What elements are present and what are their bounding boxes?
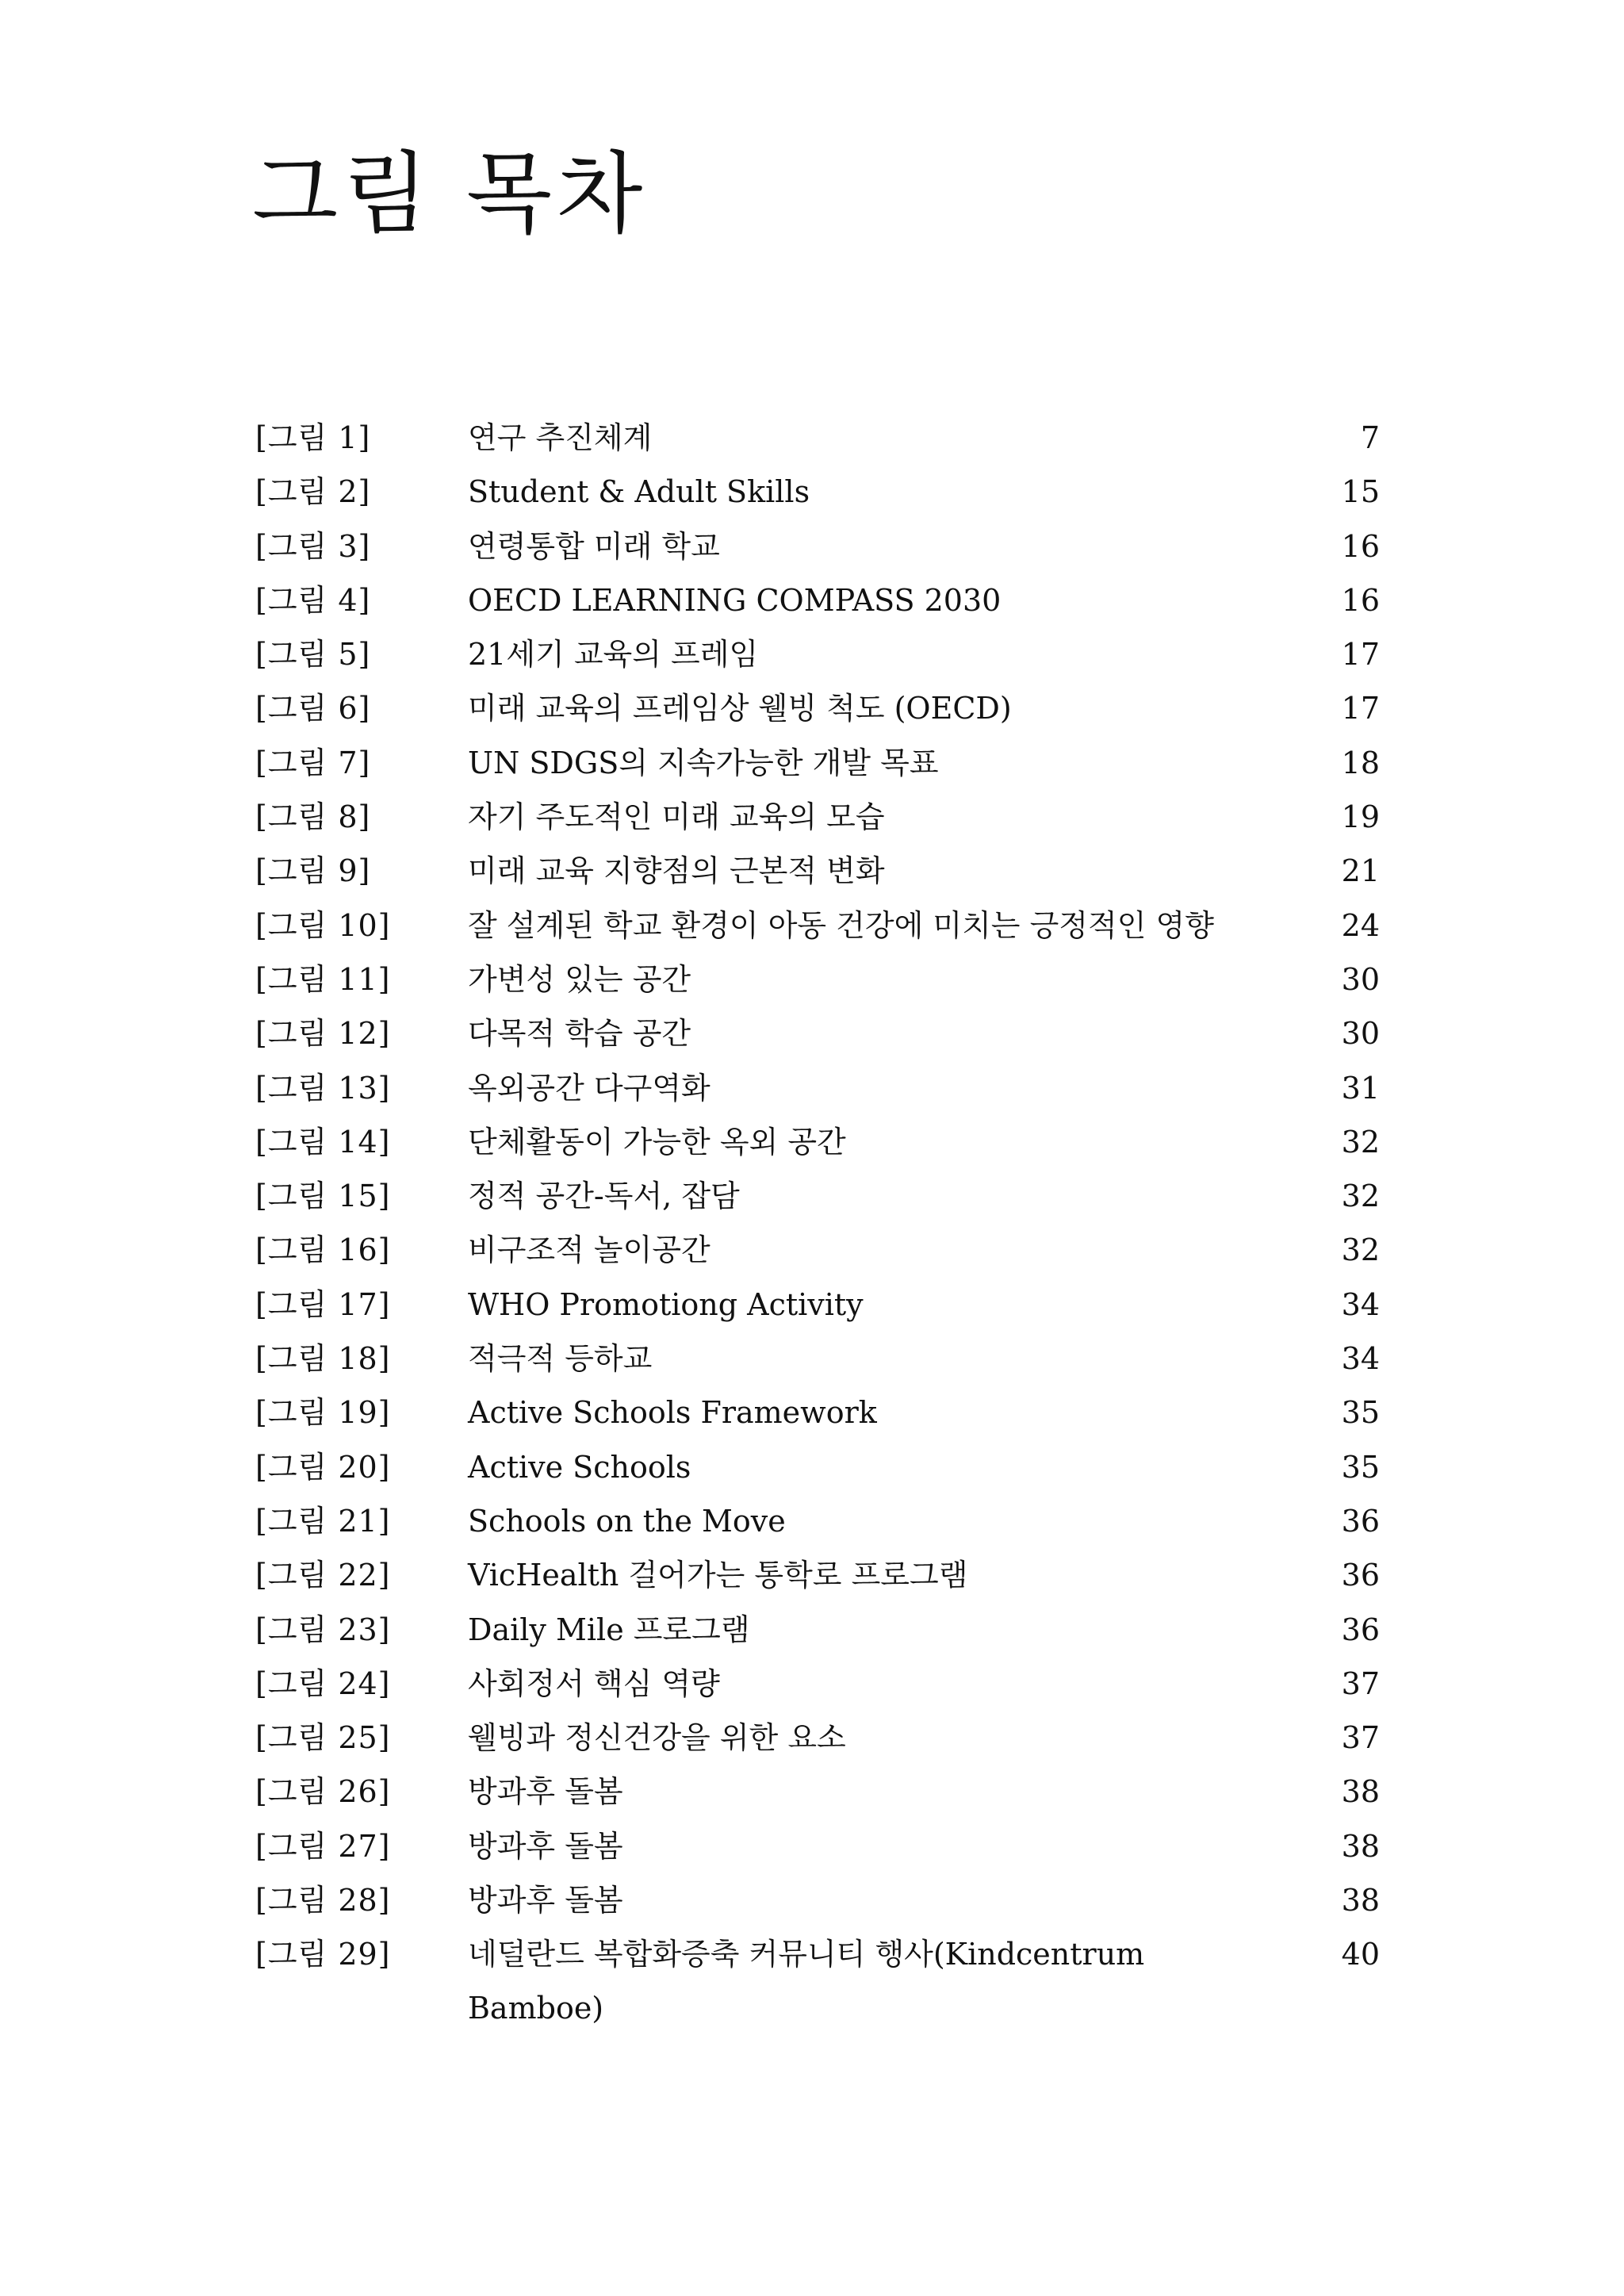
- toc-figure-title: OECD LEARNING COMPASS 2030: [468, 582, 1002, 618]
- toc-figure-title: 미래 교육 지향점의 근본적 변화: [468, 853, 885, 889]
- toc-figure-label: [그림 23]: [255, 1612, 391, 1647]
- toc-page-number: 40: [1341, 1937, 1380, 1972]
- toc-entry[interactable]: [255, 953, 1380, 1006]
- toc-figure-label: [그림 24]: [255, 1665, 391, 1701]
- toc-figure-label: [그림 11]: [255, 961, 391, 997]
- toc-figure-title: Schools on the Move: [468, 1503, 786, 1539]
- toc-entry[interactable]: [255, 627, 1380, 681]
- toc-entry[interactable]: [255, 1657, 1380, 1711]
- toc-figure-label: [그림 3]: [255, 528, 371, 564]
- toc-page-number: 35: [1341, 1449, 1380, 1485]
- toc-page-number: 21: [1341, 853, 1380, 889]
- toc-page-number: 17: [1341, 691, 1380, 726]
- figure-toc-list: [255, 411, 1380, 2035]
- toc-entry[interactable]: [255, 1603, 1380, 1657]
- toc-entry[interactable]: [255, 573, 1380, 627]
- toc-figure-title: WHO Promotiong Activity: [468, 1286, 864, 1322]
- toc-figure-title: Active Schools: [468, 1449, 691, 1485]
- toc-page-number: 38: [1341, 1774, 1380, 1810]
- toc-entry[interactable]: [255, 465, 1380, 519]
- toc-entry[interactable]: [255, 899, 1380, 953]
- toc-entry[interactable]: [255, 1927, 1380, 2035]
- toc-figure-title: 웰빙과 정신건강을 위한 요소: [468, 1720, 846, 1756]
- toc-figure-title: 자기 주도적인 미래 교육의 모습: [468, 799, 885, 835]
- toc-figure-label: [그림 28]: [255, 1883, 391, 1918]
- toc-page-number: 15: [1341, 474, 1380, 510]
- toc-figure-label: [그림 27]: [255, 1828, 391, 1864]
- toc-page-number: 30: [1341, 1016, 1380, 1052]
- toc-figure-title: Daily Mile 프로그램: [468, 1612, 750, 1647]
- toc-figure-title: VicHealth 걸어가는 통학로 프로그램: [468, 1558, 968, 1593]
- toc-figure-label: [그림 15]: [255, 1179, 391, 1214]
- toc-figure-label: [그림 18]: [255, 1341, 391, 1377]
- toc-entry[interactable]: [255, 1819, 1380, 1873]
- toc-entry[interactable]: [255, 1765, 1380, 1819]
- toc-figure-title: 다목적 학습 공간: [468, 1016, 691, 1052]
- toc-figure-title: 옥외공간 다구역화: [468, 1070, 710, 1106]
- toc-page-number: 36: [1341, 1558, 1380, 1593]
- toc-entry[interactable]: [255, 519, 1380, 573]
- toc-figure-title: 잘 설계된 학교 환경이 아동 건강에 미치는 긍정적인 영향: [468, 907, 1214, 943]
- toc-page-number: 36: [1341, 1612, 1380, 1647]
- toc-entry[interactable]: [255, 411, 1380, 465]
- toc-page-number: 32: [1341, 1179, 1380, 1214]
- toc-figure-label: [그림 22]: [255, 1558, 391, 1593]
- toc-page-number: 24: [1341, 907, 1380, 943]
- toc-page-number: 38: [1341, 1828, 1380, 1864]
- toc-entry[interactable]: [255, 681, 1380, 735]
- toc-page-number: 30: [1341, 961, 1380, 997]
- toc-figure-title: 연령통합 미래 학교: [468, 528, 720, 564]
- toc-page-number: 37: [1341, 1665, 1380, 1701]
- toc-page-number: 18: [1341, 745, 1380, 780]
- toc-figure-title: 네덜란드 복합화증축 커뮤니티 행사(Kindcentrum Bamboe): [468, 1937, 1145, 2026]
- toc-figure-label: [그림 10]: [255, 907, 391, 943]
- toc-page-number: 37: [1341, 1720, 1380, 1756]
- toc-page-number: 35: [1341, 1395, 1380, 1431]
- toc-figure-label: [그림 20]: [255, 1449, 391, 1485]
- toc-page-number: 38: [1341, 1883, 1380, 1918]
- toc-figure-title: 방과후 돌봄: [468, 1828, 623, 1864]
- toc-entry[interactable]: [255, 1494, 1380, 1548]
- toc-figure-label: [그림 14]: [255, 1124, 391, 1159]
- toc-figure-label: [그림 4]: [255, 582, 371, 618]
- toc-entry[interactable]: [255, 1169, 1380, 1223]
- toc-figure-title: 적극적 등하교: [468, 1341, 653, 1377]
- toc-figure-title: 비구조적 놀이공간: [468, 1232, 710, 1268]
- toc-page-number: 16: [1341, 582, 1380, 618]
- toc-figure-title: 연구 추진체계: [468, 420, 653, 455]
- toc-entry[interactable]: [255, 1440, 1380, 1494]
- toc-figure-label: [그림 2]: [255, 474, 371, 510]
- toc-figure-title: 사회정서 핵심 역량: [468, 1665, 720, 1701]
- toc-figure-title: UN SDGS의 지속가능한 개발 목표: [468, 745, 939, 780]
- toc-figure-label: [그림 25]: [255, 1720, 391, 1756]
- toc-entry[interactable]: [255, 1223, 1380, 1277]
- toc-entry[interactable]: [255, 1873, 1380, 1927]
- toc-figure-label: [그림 26]: [255, 1774, 391, 1810]
- toc-page-number: 32: [1341, 1124, 1380, 1159]
- toc-page-number: 17: [1341, 637, 1380, 673]
- toc-figure-label: [그림 16]: [255, 1232, 391, 1268]
- toc-page-number: 32: [1341, 1232, 1380, 1268]
- toc-entry[interactable]: [255, 1711, 1380, 1765]
- toc-figure-label: [그림 19]: [255, 1395, 391, 1431]
- toc-figure-title: 21세기 교육의 프레임: [468, 637, 759, 673]
- toc-figure-title: Active Schools Framework: [468, 1395, 877, 1431]
- toc-figure-title: 미래 교육의 프레임상 웰빙 척도 (OECD): [468, 691, 1012, 726]
- toc-figure-label: [그림 21]: [255, 1503, 391, 1539]
- toc-page-number: 19: [1341, 799, 1380, 835]
- toc-entry[interactable]: [255, 1278, 1380, 1332]
- toc-figure-title: 방과후 돌봄: [468, 1883, 623, 1918]
- toc-entry[interactable]: [255, 1548, 1380, 1602]
- toc-figure-title: 가변성 있는 공간: [468, 961, 691, 997]
- toc-figure-label: [그림 8]: [255, 799, 371, 835]
- toc-page-number: 7: [1360, 420, 1380, 455]
- toc-figure-title: 방과후 돌봄: [468, 1774, 623, 1810]
- toc-page-number: 16: [1341, 528, 1380, 564]
- toc-figure-label: [그림 1]: [255, 420, 371, 455]
- toc-entry[interactable]: [255, 790, 1380, 844]
- toc-figure-label: [그림 29]: [255, 1937, 391, 1972]
- toc-figure-title: 단체활동이 가능한 옥외 공간: [468, 1124, 846, 1159]
- toc-figure-label: [그림 17]: [255, 1286, 391, 1322]
- toc-page-number: 34: [1341, 1286, 1380, 1322]
- toc-figure-title: 정적 공간-독서, 잡담: [468, 1179, 740, 1214]
- page-title: 그림 목차: [252, 143, 648, 246]
- toc-entry[interactable]: [255, 1386, 1380, 1439]
- toc-figure-title: Student & Adult Skills: [468, 474, 810, 510]
- toc-entry[interactable]: [255, 844, 1380, 898]
- toc-entry[interactable]: [255, 1061, 1380, 1115]
- toc-entry[interactable]: [255, 1006, 1380, 1060]
- toc-entry[interactable]: [255, 1332, 1380, 1386]
- toc-figure-label: [그림 12]: [255, 1016, 391, 1052]
- toc-page-number: 34: [1341, 1341, 1380, 1377]
- toc-figure-label: [그림 5]: [255, 637, 371, 673]
- toc-figure-label: [그림 7]: [255, 745, 371, 780]
- toc-entry[interactable]: [255, 1115, 1380, 1169]
- toc-figure-label: [그림 6]: [255, 691, 371, 726]
- toc-page-number: 31: [1341, 1070, 1380, 1106]
- toc-page-number: 36: [1341, 1503, 1380, 1539]
- toc-figure-label: [그림 13]: [255, 1070, 391, 1106]
- toc-figure-label: [그림 9]: [255, 853, 371, 889]
- toc-entry[interactable]: [255, 736, 1380, 790]
